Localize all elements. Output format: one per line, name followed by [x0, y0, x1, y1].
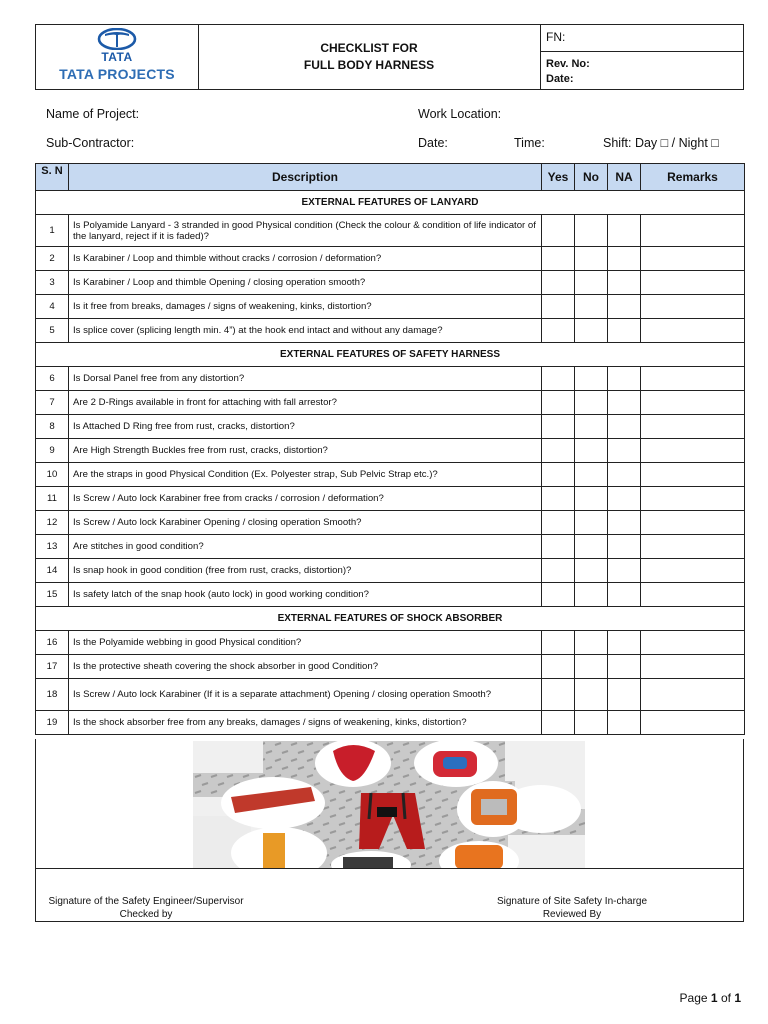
table-row: [36, 247, 745, 271]
no-check-cell[interactable]: [575, 631, 608, 655]
column-header-sn: S. N: [36, 164, 69, 191]
table-row: [36, 559, 745, 583]
no-check-cell[interactable]: [575, 247, 608, 271]
title-line-2: FULL BODY HARNESS: [303, 58, 435, 72]
column-header-yes: Yes: [542, 164, 575, 191]
na-check-cell[interactable]: [608, 367, 641, 391]
table-row: [36, 631, 745, 655]
page-label: Page: [679, 991, 708, 1005]
table-row: [36, 271, 745, 295]
no-check-cell[interactable]: [575, 487, 608, 511]
subcontractor-label: Sub-Contractor:: [46, 136, 135, 150]
remarks-cell[interactable]: [641, 535, 745, 559]
title-line-1: CHECKLIST FOR: [320, 41, 418, 55]
project-name-label: Name of Project:: [46, 107, 140, 121]
na-check-cell[interactable]: [608, 415, 641, 439]
rev-date-block: [546, 57, 590, 87]
serial-number-cell: 9: [36, 439, 69, 463]
description-cell: Is Screw / Auto lock Karabiner (If it is a separate attachment) Opening / closing operation Smooth?: [69, 679, 542, 711]
na-check-cell[interactable]: [608, 511, 641, 535]
yes-check-cell[interactable]: [542, 215, 575, 247]
description-cell: Are stitches in good condition?: [69, 535, 542, 559]
column-header-na: NA: [608, 164, 641, 191]
yes-check-cell[interactable]: [542, 391, 575, 415]
yes-check-cell[interactable]: [542, 295, 575, 319]
no-check-cell[interactable]: [575, 583, 608, 607]
remarks-cell[interactable]: [641, 415, 745, 439]
page-number: [680, 991, 741, 1005]
section-header-row: [36, 607, 745, 631]
table-row: [36, 535, 745, 559]
table-row: [36, 655, 745, 679]
remarks-cell[interactable]: [641, 631, 745, 655]
section-title: EXTERNAL FEATURES OF LANYARD: [36, 191, 745, 215]
section-header-row: [36, 191, 745, 215]
serial-number-cell: 19: [36, 711, 69, 735]
remarks-cell[interactable]: [641, 511, 745, 535]
info-time-label: Time:: [514, 136, 545, 150]
yes-check-cell[interactable]: [542, 535, 575, 559]
no-check-cell[interactable]: [575, 655, 608, 679]
table-row: [36, 319, 745, 343]
na-check-cell[interactable]: [608, 711, 641, 735]
yes-check-cell[interactable]: [542, 367, 575, 391]
na-check-cell[interactable]: [608, 247, 641, 271]
serial-number-cell: 14: [36, 559, 69, 583]
shift-label: Shift: Day □ / Night □: [603, 136, 719, 150]
remarks-cell[interactable]: [641, 295, 745, 319]
column-header-description: Description: [69, 164, 542, 191]
serial-number-cell: 11: [36, 487, 69, 511]
na-check-cell[interactable]: [608, 463, 641, 487]
document-meta: [540, 25, 743, 89]
yes-check-cell[interactable]: [542, 247, 575, 271]
signature-left: [35, 895, 257, 921]
no-check-cell[interactable]: [575, 319, 608, 343]
remarks-cell[interactable]: [641, 559, 745, 583]
description-cell: Is the shock absorber free from any breaks, damages / signs of weakening, kinks, distortion?: [69, 711, 542, 735]
na-check-cell[interactable]: [608, 535, 641, 559]
serial-number-cell: 8: [36, 415, 69, 439]
yes-check-cell[interactable]: [542, 655, 575, 679]
na-check-cell[interactable]: [608, 215, 641, 247]
table-row: [36, 679, 745, 711]
remarks-cell[interactable]: [641, 247, 745, 271]
description-cell: Is Screw / Auto lock Karabiner free from cracks / corrosion / deformation?: [69, 487, 542, 511]
description-cell: Is splice cover (splicing length min. 4”) at the hook end intact and without any damage?: [69, 319, 542, 343]
remarks-cell[interactable]: [641, 679, 745, 711]
no-check-cell[interactable]: [575, 679, 608, 711]
na-check-cell[interactable]: [608, 271, 641, 295]
na-check-cell[interactable]: [608, 319, 641, 343]
no-check-cell[interactable]: [575, 367, 608, 391]
serial-number-cell: 6: [36, 367, 69, 391]
remarks-cell[interactable]: [641, 655, 745, 679]
na-check-cell[interactable]: [608, 391, 641, 415]
fn-field: FN:: [540, 25, 743, 52]
yes-check-cell[interactable]: [542, 415, 575, 439]
serial-number-cell: 1: [36, 215, 69, 247]
yes-check-cell[interactable]: [542, 511, 575, 535]
description-cell: Are High Strength Buckles free from rust, cracks, distortion?: [69, 439, 542, 463]
signature-right-role: Reviewed By: [542, 909, 602, 920]
description-cell: Is Dorsal Panel free from any distortion?: [69, 367, 542, 391]
table-header-row: [36, 164, 745, 191]
description-cell: Is Attached D Ring free from rust, cracks, distortion?: [69, 415, 542, 439]
remarks-cell[interactable]: [641, 367, 745, 391]
description-cell: Is Polyamide Lanyard - 3 stranded in good Physical condition (Check the colour & condition of life indicator of the lanyard, reject if it is faded)?: [69, 215, 542, 247]
rev-no-label: Rev. No:: [546, 58, 590, 70]
table-row: [36, 215, 745, 247]
description-cell: Are 2 D-Rings available in front for attaching with fall arrestor?: [69, 391, 542, 415]
table-row: [36, 463, 745, 487]
serial-number-cell: 5: [36, 319, 69, 343]
remarks-cell[interactable]: [641, 583, 745, 607]
serial-number-cell: 12: [36, 511, 69, 535]
serial-number-cell: 18: [36, 679, 69, 711]
yes-check-cell[interactable]: [542, 679, 575, 711]
no-check-cell[interactable]: [575, 295, 608, 319]
company-logo: [36, 25, 199, 89]
section-header-row: [36, 343, 745, 367]
column-header-no: No: [575, 164, 608, 191]
yes-check-cell[interactable]: [542, 487, 575, 511]
harness-illustration-icon: [193, 741, 585, 869]
table-row: [36, 439, 745, 463]
remarks-cell[interactable]: [641, 271, 745, 295]
logo-word: TATA: [101, 50, 133, 64]
yes-check-cell[interactable]: [542, 583, 575, 607]
section-title: EXTERNAL FEATURES OF SAFETY HARNESS: [36, 343, 745, 367]
table-row: [36, 295, 745, 319]
yes-check-cell[interactable]: [542, 319, 575, 343]
serial-number-cell: 13: [36, 535, 69, 559]
remarks-cell[interactable]: [641, 711, 745, 735]
tata-logo-icon: [97, 28, 137, 50]
no-check-cell[interactable]: [575, 535, 608, 559]
remarks-cell[interactable]: [641, 215, 745, 247]
na-check-cell[interactable]: [608, 583, 641, 607]
description-cell: Is snap hook in good condition (free from rust, cracks, distortion)?: [69, 559, 542, 583]
table-row: [36, 391, 745, 415]
na-check-cell[interactable]: [608, 439, 641, 463]
meta-date-label: Date:: [546, 73, 574, 85]
section-title: EXTERNAL FEATURES OF SHOCK ABSORBER: [36, 607, 745, 631]
no-check-cell[interactable]: [575, 415, 608, 439]
na-check-cell[interactable]: [608, 487, 641, 511]
remarks-cell[interactable]: [641, 391, 745, 415]
description-cell: Is Karabiner / Loop and thimble without cracks / corrosion / deformation?: [69, 247, 542, 271]
info-date-label: Date:: [418, 136, 448, 150]
table-row: [36, 487, 745, 511]
remarks-cell[interactable]: [641, 319, 745, 343]
harness-reference-image: [193, 741, 585, 869]
serial-number-cell: 7: [36, 391, 69, 415]
description-cell: Is Screw / Auto lock Karabiner Opening / closing operation Smooth?: [69, 511, 542, 535]
serial-number-cell: 2: [36, 247, 69, 271]
na-check-cell[interactable]: [608, 295, 641, 319]
column-header-remarks: Remarks: [641, 164, 745, 191]
yes-check-cell[interactable]: [542, 439, 575, 463]
yes-check-cell[interactable]: [542, 463, 575, 487]
signature-left-title: Signature of the Safety Engineer/Supervisor: [48, 896, 244, 907]
yes-check-cell[interactable]: [542, 631, 575, 655]
yes-check-cell[interactable]: [542, 711, 575, 735]
na-check-cell[interactable]: [608, 559, 641, 583]
remarks-cell[interactable]: [641, 439, 745, 463]
na-check-cell[interactable]: [608, 679, 641, 711]
table-row: [36, 415, 745, 439]
table-row: [36, 367, 745, 391]
signature-left-role: Checked by: [119, 909, 173, 920]
no-check-cell[interactable]: [575, 559, 608, 583]
work-location-label: Work Location:: [418, 107, 502, 121]
description-cell: Is it free from breaks, damages / signs of weakening, kinks, distortion?: [69, 295, 542, 319]
table-row: [36, 711, 745, 735]
page-of-label: of: [720, 991, 731, 1005]
description-cell: Is safety latch of the snap hook (auto lock) in good working condition?: [69, 583, 542, 607]
serial-number-cell: 15: [36, 583, 69, 607]
serial-number-cell: 10: [36, 463, 69, 487]
page-total: 1: [734, 991, 741, 1005]
serial-number-cell: 4: [36, 295, 69, 319]
description-cell: Is the Polyamide webbing in good Physical condition?: [69, 631, 542, 655]
yes-check-cell[interactable]: [542, 271, 575, 295]
no-check-cell[interactable]: [575, 511, 608, 535]
no-check-cell[interactable]: [575, 391, 608, 415]
no-check-cell[interactable]: [575, 439, 608, 463]
page-current: 1: [710, 991, 718, 1005]
document-title: [198, 25, 541, 89]
description-cell: Is Karabiner / Loop and thimble Opening / closing operation smooth?: [69, 271, 542, 295]
na-check-cell[interactable]: [608, 631, 641, 655]
checklist-table: [35, 163, 745, 735]
no-check-cell[interactable]: [575, 271, 608, 295]
na-check-cell[interactable]: [608, 655, 641, 679]
description-cell: Are the straps in good Physical Condition (Ex. Polyester strap, Sub Pelvic Strap etc.)?: [69, 463, 542, 487]
serial-number-cell: 3: [36, 271, 69, 295]
remarks-cell[interactable]: [641, 463, 745, 487]
yes-check-cell[interactable]: [542, 559, 575, 583]
serial-number-cell: 17: [36, 655, 69, 679]
no-check-cell[interactable]: [575, 711, 608, 735]
table-row: [36, 583, 745, 607]
signature-right-title: Signature of Site Safety In-charge: [496, 896, 648, 907]
table-row: [36, 511, 745, 535]
signature-right: [464, 895, 680, 921]
checklist-body: [36, 191, 745, 735]
remarks-cell[interactable]: [641, 487, 745, 511]
description-cell: Is the protective sheath covering the shock absorber in good Condition?: [69, 655, 542, 679]
no-check-cell[interactable]: [575, 215, 608, 247]
document-header: [35, 24, 744, 90]
serial-number-cell: 16: [36, 631, 69, 655]
no-check-cell[interactable]: [575, 463, 608, 487]
logo-company-name: TATA PROJECTS: [59, 66, 175, 82]
